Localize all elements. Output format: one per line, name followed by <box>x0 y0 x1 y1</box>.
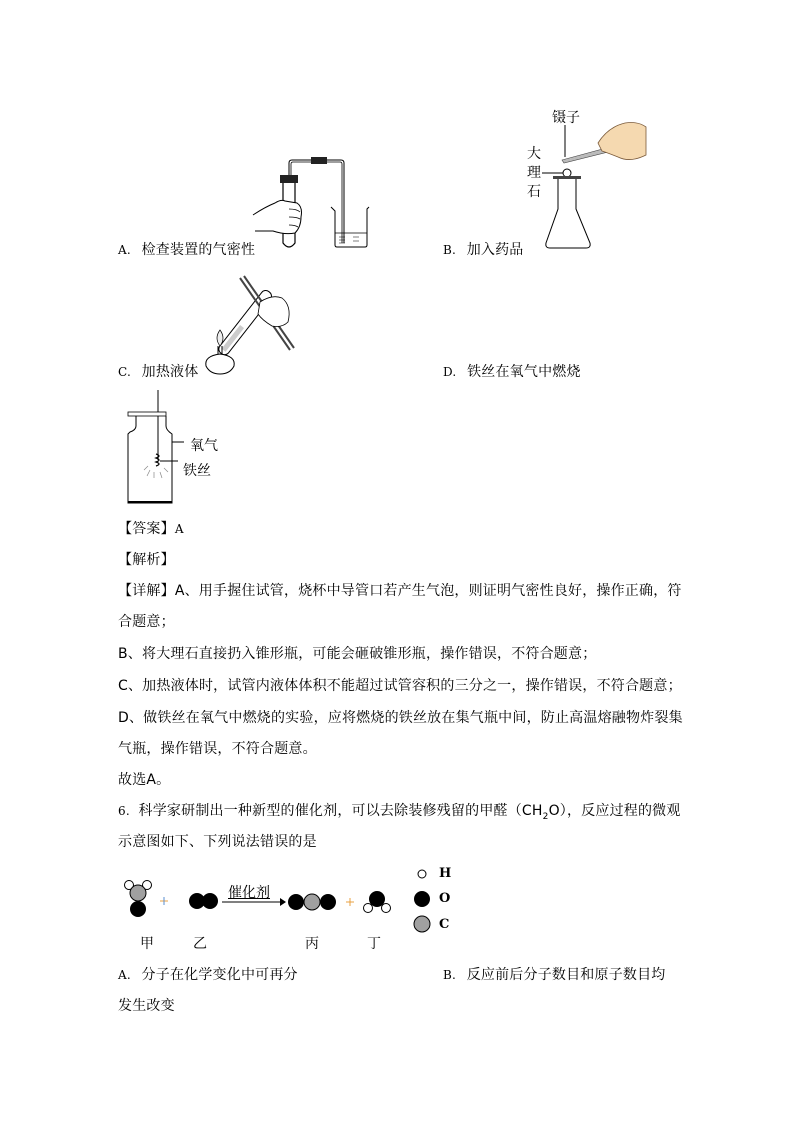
option-text: 加入药品 <box>466 242 524 258</box>
label-marble-1: 大 <box>527 146 541 162</box>
atom-carbon <box>130 885 146 901</box>
gas-jar <box>128 416 172 503</box>
molecule-water <box>364 891 391 913</box>
option-c <box>118 364 198 380</box>
sparks <box>144 466 168 478</box>
legend-o-label: O <box>439 891 451 906</box>
detail-line-6: 气瓶，操作错误，不符合题意。 <box>118 741 317 757</box>
marble-icon <box>563 169 571 177</box>
detail-text: A、用手握住试管，烧杯中导管口若产生气泡，则证明气密性良好，操作正确，符 <box>174 583 682 599</box>
option-letter: D. <box>443 365 457 379</box>
detail-line-4: C、加热液体时，试管内液体体积不能超过试管容积的三分之一，操作错误，不符合题意； <box>118 678 682 694</box>
answer-value: A <box>174 522 184 536</box>
label-marble-3: 石 <box>527 184 541 200</box>
figure-heating-liquid <box>200 270 310 380</box>
label-yi: 乙 <box>193 936 207 952</box>
option-text: 加热液体 <box>141 364 199 380</box>
reaction-diagram <box>118 862 468 952</box>
molecule-carbon-dioxide <box>288 894 336 910</box>
catalyst-label: 催化剂 <box>228 885 270 901</box>
label-bing: 丙 <box>305 936 319 952</box>
detail-line-7: 故选A。 <box>118 772 171 788</box>
figure-gas-tightness-check <box>245 155 375 255</box>
option-letter: A. <box>118 243 131 257</box>
detail-line-5: D、做铁丝在氧气中燃烧的实验，应将燃烧的铁丝放在集气瓶中间，防止高温熔融物炸裂集 <box>118 710 683 726</box>
atom-oxygen <box>130 901 146 917</box>
atom-oxygen <box>202 893 218 909</box>
atom-legend <box>414 870 430 932</box>
legend-c-label: C <box>439 917 450 932</box>
subscript: 2 <box>542 811 549 822</box>
detail-line-2: 合题意； <box>118 614 175 630</box>
option-text: 检查装置的气密性 <box>141 242 256 258</box>
beaker <box>331 207 369 247</box>
option-text: 铁丝在氧气中燃烧 <box>467 364 581 380</box>
question-text: 科学家研制出一种新型的催化剂，可以去除装修残留的甲醛（CH <box>138 803 543 819</box>
label-marble-2: 理 <box>527 165 541 181</box>
question-6-line-2: 示意图如下、下列说法错误的是 <box>118 834 317 850</box>
label-oxygen: 氧气 <box>190 438 218 454</box>
hand-icon <box>258 297 289 327</box>
q6-option-a <box>118 967 298 983</box>
molecule-formaldehyde <box>125 881 152 918</box>
rubber-connector <box>311 157 327 164</box>
option-b <box>443 242 524 258</box>
answer <box>118 521 184 537</box>
conical-flask <box>546 179 590 248</box>
label-tweezers: 镊子 <box>552 110 580 126</box>
hand-icon <box>598 123 646 160</box>
label-ding: 丁 <box>367 936 381 952</box>
option-letter: B. <box>443 968 457 982</box>
legend-h-label: H <box>439 866 452 881</box>
question-text-cont: O），反应过程的微观 <box>548 803 681 819</box>
option-letter: C. <box>118 365 131 379</box>
analysis-label: 【解析】 <box>118 552 175 568</box>
atom-hydrogen <box>382 904 391 913</box>
label-iron-wire: 铁丝 <box>183 463 211 479</box>
q6-option-b-continuation: 发生改变 <box>118 998 175 1014</box>
glass-cover <box>128 412 166 416</box>
legend-carbon-icon <box>414 916 430 932</box>
option-letter: B. <box>443 243 457 257</box>
atom-carbon <box>304 894 320 910</box>
option-d <box>443 364 581 380</box>
molecule-oxygen <box>189 893 218 909</box>
q6-option-b <box>443 967 666 983</box>
legend-hydrogen-icon <box>418 870 426 878</box>
option-letter: A. <box>118 968 131 982</box>
rubber-stopper <box>280 175 298 183</box>
option-text: 分子在化学变化中可再分 <box>141 967 298 983</box>
atom-oxygen <box>320 894 336 910</box>
legend-oxygen-icon <box>414 891 430 907</box>
question-number: 6. <box>118 804 130 818</box>
option-text: 反应前后分子数目和原子数目均 <box>466 967 666 983</box>
atom-hydrogen <box>364 904 373 913</box>
plus-sign <box>160 897 168 905</box>
label-jia: 甲 <box>140 936 154 952</box>
detail-line-1 <box>118 583 682 599</box>
answer-label: 【答案】 <box>118 521 175 537</box>
question-6-line-1 <box>118 803 681 825</box>
option-a <box>118 242 255 258</box>
alcohol-lamp <box>206 354 234 374</box>
detail-label: 【详解】 <box>118 583 175 599</box>
atom-oxygen <box>288 894 304 910</box>
detail-line-3: B、将大理石直接扔入锥形瓶，可能会砸破锥形瓶，操作错误，不符合题意； <box>118 646 597 662</box>
plus-sign <box>346 898 354 906</box>
